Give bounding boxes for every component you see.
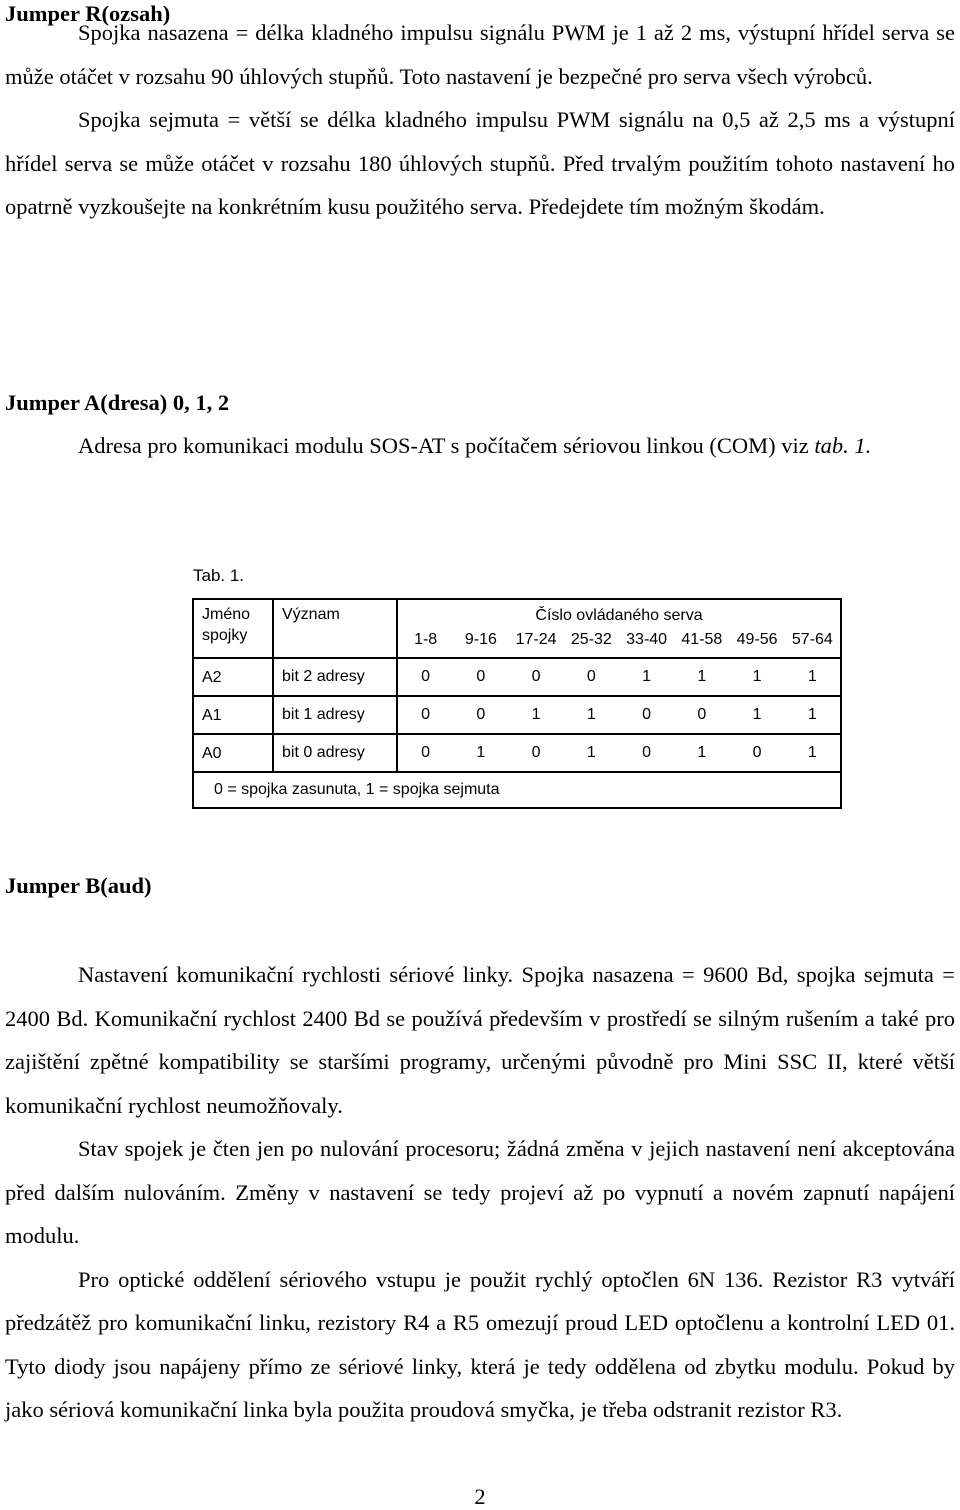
table-row-a0 (193, 734, 841, 772)
cell-value: 0 (476, 668, 486, 685)
section-jumper-r (5, 11, 955, 229)
paragraph-b-2: Stav spojek je čten jen po nulování procesoru; žádná změna v jejich nastavení není akceptována před dalším nulováním. Změny v nastavení se tedy projeví až po vypnutí a novém zapnutí napájení modulu. (5, 1136, 955, 1248)
cell-value: 0 (421, 744, 431, 761)
section-jumper-a (5, 424, 955, 468)
heading-jumper-b: Jumper B(aud) (5, 873, 152, 898)
cell-value: 1 (752, 706, 762, 723)
table-reference: tab. 1. (814, 433, 872, 458)
cell-value: 1 (697, 668, 707, 685)
table-caption: Tab. 1. (193, 566, 245, 585)
paragraph-a-text: Adresa pro komunikaci modulu SOS-AT s počítačem sériovou linkou (COM) viz (78, 433, 809, 458)
cell-values (397, 734, 841, 772)
table-footer-row (193, 772, 841, 808)
cell-value: 1 (642, 668, 652, 685)
header-servo-title: Číslo ovládaného serva (535, 607, 703, 624)
cell-value: 0 (586, 668, 596, 685)
cell-value: 0 (421, 706, 431, 723)
group-label: 1-8 (414, 631, 438, 648)
cell-value: 1 (531, 706, 541, 723)
cell-values (397, 658, 841, 696)
header-servo-number (397, 599, 841, 658)
cell-values (397, 696, 841, 734)
cell-value: 1 (752, 668, 762, 685)
table-header-row (193, 599, 841, 658)
cell-value: 1 (697, 744, 707, 761)
cell-value: 1 (807, 706, 817, 723)
cell-name: A0 (193, 734, 273, 772)
cell-value: 0 (697, 706, 707, 723)
cell-value: 0 (531, 668, 541, 685)
header-groups (398, 631, 840, 649)
heading-jumper-a: Jumper A(dresa) 0, 1, 2 (5, 390, 230, 415)
table-row-a2 (193, 658, 841, 696)
cell-name: A1 (193, 696, 273, 734)
header-jumper-name-line1: Jméno (202, 606, 251, 623)
group-label: 33-40 (626, 631, 668, 648)
header-meaning: Význam (273, 599, 397, 658)
cell-value: 1 (807, 744, 817, 761)
cell-meaning: bit 1 adresy (273, 696, 397, 734)
cell-value: 0 (531, 744, 541, 761)
cell-value: 0 (642, 744, 652, 761)
header-jumper-name-line2: spojky (202, 627, 248, 644)
group-label: 57-64 (791, 631, 833, 648)
paragraph-b-3: Pro optické oddělení sériového vstupu je použit rychlý optočlen 6N 136. Rezistor R3 vytváří předzátěž pro komunikační linku, rezistory R4 a R5 omezují proud LED optočlenu a kontrolní LED 01. Tyto diody jsou napájeny přímo ze sériové linky, která je tedy oddělena od zbytku modulu. Pokud by jako sériová komunikační linka byla použita proudová smyčka, je třeba odstranit rezistor R3. (5, 1266, 955, 1422)
cell-value: 0 (421, 668, 431, 685)
table-row-a1 (193, 696, 841, 734)
heading-jumper-r: Jumper R(ozsah) (5, 1, 171, 26)
group-label: 25-32 (570, 631, 612, 648)
cell-value: 1 (586, 744, 596, 761)
page-number: 2 (474, 1484, 486, 1509)
paragraph-r-1: Spojka nasazena = délka kladného impulsu signálu PWM je 1 až 2 ms, výstupní hřídel serva se může otáčet v rozsahu 90 úhlových stupňů. Toto nastavení je bezpečné pro serva všech výrobců. (5, 20, 955, 89)
table-footer-note: 0 = spojka zasunuta, 1 = spojka sejmuta (193, 772, 841, 808)
cell-value: 0 (642, 706, 652, 723)
paragraph-b-1: Nastavení komunikační rychlosti sériové linky. Spojka nasazena = 9600 Bd, spojka sejmuta = 2400 Bd. Komunikační rychlost 2400 Bd se používá především v prostředí se silným rušením a také pro zajištění zpětné kompatibility se staršími programy, určenými původně pro Mini SSC II, které větší komunikační rychlost neumožňovaly. (5, 962, 955, 1118)
cell-value: 0 (476, 706, 486, 723)
paragraph-a (5, 424, 955, 468)
header-jumper-name (193, 599, 273, 658)
group-label: 49-56 (736, 631, 778, 648)
section-jumper-b (5, 953, 955, 1432)
group-label: 41-58 (681, 631, 723, 648)
group-label: 9-16 (464, 631, 497, 648)
cell-value: 0 (752, 744, 762, 761)
group-label: 17-24 (515, 631, 557, 648)
cell-value: 1 (807, 668, 817, 685)
paragraph-r-2: Spojka sejmuta = větší se délka kladného impulsu PWM signálu na 0,5 až 2,5 ms a výstupní hřídel serva se může otáčet v rozsahu 180 úhlových stupňů. Před trvalým použitím tohoto nastavení ho opatrně vyzkoušejte na konkrétním kusu použitého serva. Předejdete tím možným škodám. (5, 107, 955, 219)
cell-value: 1 (586, 706, 596, 723)
cell-meaning: bit 0 adresy (273, 734, 397, 772)
cell-name: A2 (193, 658, 273, 696)
cell-value: 1 (476, 744, 486, 761)
address-table (192, 598, 842, 809)
cell-meaning: bit 2 adresy (273, 658, 397, 696)
